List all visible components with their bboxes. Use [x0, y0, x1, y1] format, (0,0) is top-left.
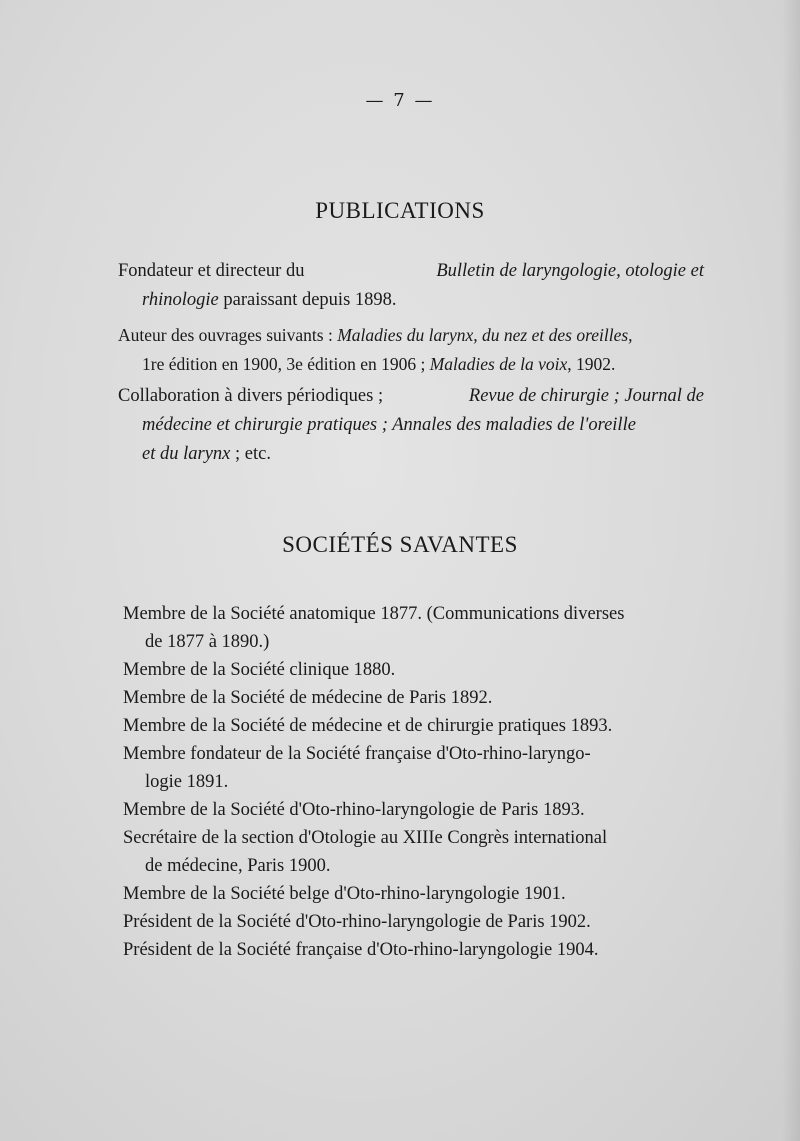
journal-title: et du larynx [142, 444, 231, 464]
item-line: logie 1891. [145, 772, 229, 792]
item-line: de médecine, Paris 1900. [145, 856, 331, 876]
entry-text: ; etc. [230, 444, 271, 464]
item-line: Membre fondateur de la Société française d'Oto-rhino-laryngo- [123, 744, 591, 764]
entry-text: Auteur des ouvrages suivants : [118, 325, 338, 345]
list-item [123, 796, 708, 824]
list-item [123, 600, 708, 656]
book-title: Maladies du larynx, du nez et des oreilles, [337, 325, 633, 345]
journal-title: rhinologie [142, 290, 219, 310]
journal-title: Revue de chirurgie ; Journal de [468, 386, 704, 406]
item-line: Secrétaire de la section d'Otologie au XIIIe Congrès international [123, 828, 608, 848]
item-line: Président de la Société française d'Oto-rhino-laryngologie 1904. [123, 940, 599, 960]
entry-text: Collaboration à divers périodiques ; [118, 386, 384, 406]
publication-entry [118, 321, 704, 379]
publication-entry [118, 257, 704, 315]
list-item [123, 684, 708, 712]
list-item [123, 936, 708, 964]
publications-heading: PUBLICATIONS [315, 198, 485, 223]
list-item [123, 908, 708, 936]
journal-title: Bulletin de laryngologie, otologie et [436, 261, 704, 281]
item-line: Membre de la Société clinique 1880. [123, 660, 396, 680]
entry-line [118, 321, 704, 350]
journal-title: médecine et chirurgie pratiques ; Annales des maladies de l'oreille [142, 415, 636, 435]
item-line: de 1877 à 1890.) [145, 632, 270, 652]
list-item [123, 824, 708, 880]
item-line: Membre de la Société de médecine de Paris 1892. [123, 688, 493, 708]
entry-text: paraissant depuis 1898. [218, 290, 397, 310]
publication-entry [118, 382, 704, 469]
societes-list [123, 600, 708, 964]
entry-line [118, 286, 704, 315]
page-number: — 7 — [365, 90, 435, 111]
list-item [123, 656, 708, 684]
entry-text: 1re édition en 1900, 3e édition en 1906 ; [142, 354, 430, 374]
item-line: Président de la Société d'Oto-rhino-laryngologie de Paris 1902. [123, 912, 591, 932]
page-edge-shadow [782, 0, 800, 1141]
list-item [123, 880, 708, 908]
list-item [123, 740, 708, 796]
entry-text: , 1902. [567, 354, 616, 374]
entry-line [118, 382, 704, 411]
book-title: Maladies de la voix [429, 354, 568, 374]
entry-line [118, 257, 704, 286]
item-line: Membre de la Société d'Oto-rhino-laryngologie de Paris 1893. [123, 800, 585, 820]
entry-line [118, 350, 704, 379]
entry-text: Fondateur et directeur du [118, 261, 305, 281]
entry-line [118, 440, 704, 469]
item-line: Membre de la Société de médecine et de chirurgie pratiques 1893. [123, 716, 613, 736]
societes-heading: SOCIÉTÉS SAVANTES [282, 532, 518, 557]
item-line: Membre de la Société anatomique 1877. (Communications diverses [123, 604, 625, 624]
item-line: Membre de la Société belge d'Oto-rhino-laryngologie 1901. [123, 884, 566, 904]
list-item [123, 712, 708, 740]
